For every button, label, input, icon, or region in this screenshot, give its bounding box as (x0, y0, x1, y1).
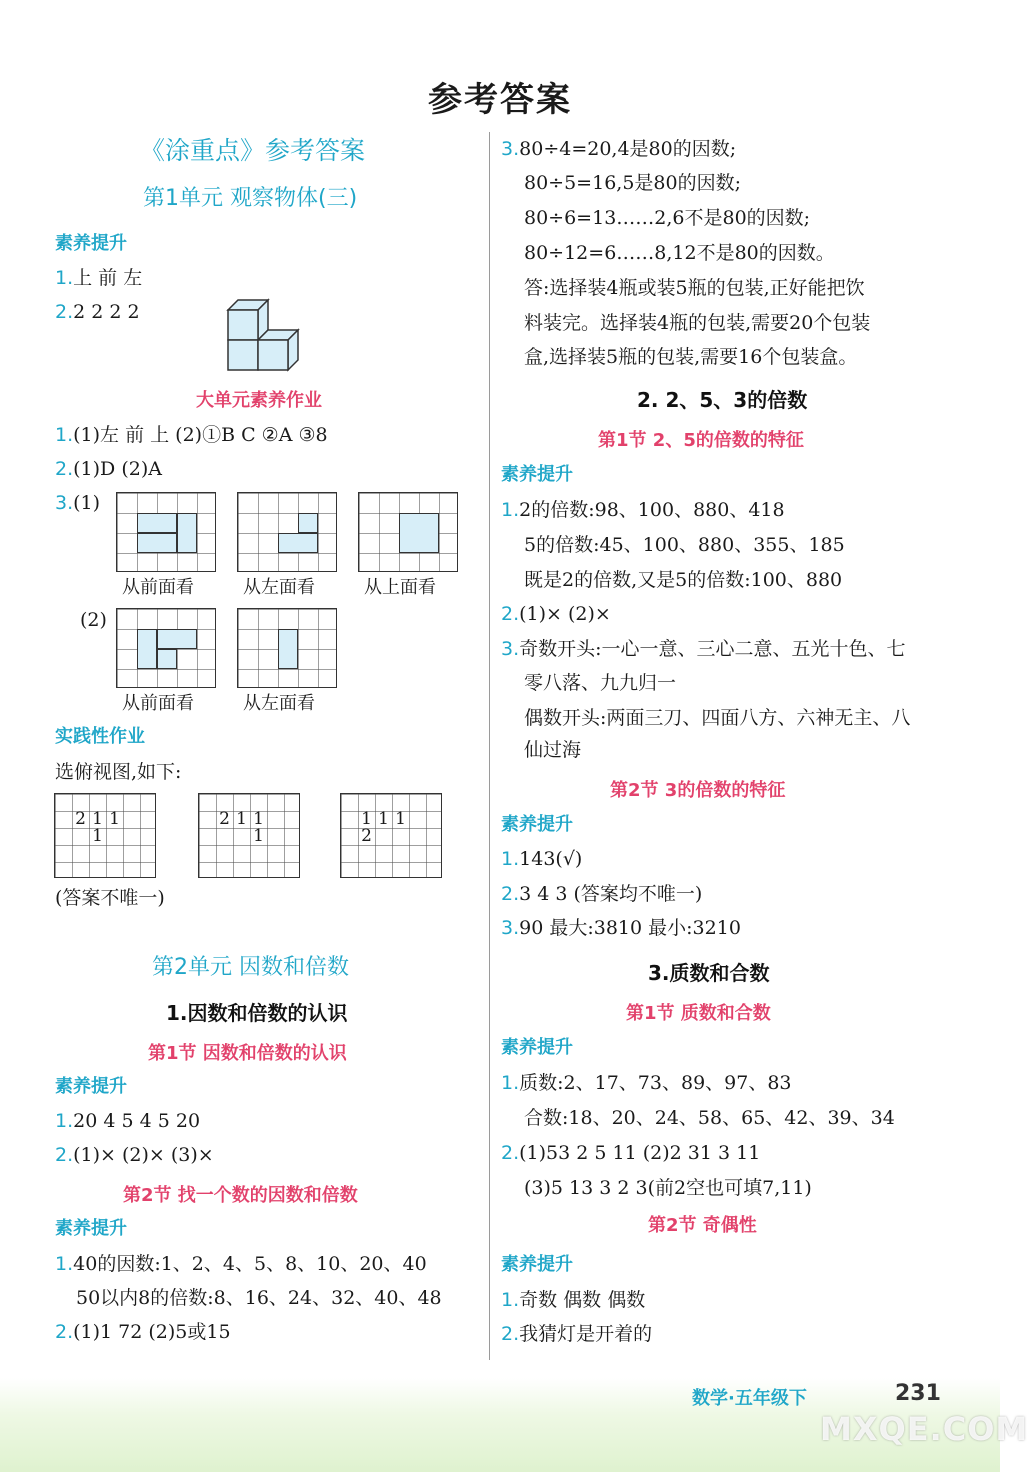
u1-hw-q2 (55, 457, 162, 481)
r-p1-q2 (501, 602, 611, 626)
grid-number: 1 (236, 809, 247, 829)
view-cell (278, 533, 318, 553)
r-q3-line4: 80÷12=6……8,12不是80的因数。 (524, 242, 835, 264)
view-grid-left-2 (237, 608, 337, 688)
r-p4-heading: 素养提升 (501, 1254, 573, 1275)
u2-p2-q1 (55, 1252, 427, 1276)
question-number: 2. (501, 603, 520, 625)
view-label-front-2: 从前面看 (122, 693, 194, 714)
answer-text: 90 最大:3810 最小:3210 (519, 917, 741, 939)
answer-text: 上 前 左 (73, 267, 143, 289)
r-p1-q1-line2: 5的倍数:45、100、880、355、185 (524, 534, 845, 556)
view-label-top: 从上面看 (364, 577, 436, 598)
question-number: 3. (501, 638, 520, 660)
view-cell (278, 629, 298, 669)
grid-number: 1 (378, 809, 389, 829)
r-p1-q1-line3: 既是2的倍数,又是5的倍数:100、880 (524, 569, 843, 591)
answer-text: 3 4 3 (答案均不唯一) (519, 883, 703, 905)
unit1-title: 第1单元 观察物体(三) (143, 186, 358, 211)
question-number: 3. (501, 917, 520, 939)
u2-section1-title: 1.因数和倍数的认识 (166, 1001, 348, 1025)
question-number: 2. (55, 1144, 74, 1166)
question-number: 3. (55, 492, 74, 514)
grid-number: 1 (395, 809, 406, 829)
u1-s1-q1 (55, 266, 142, 290)
r-p1-q3 (501, 637, 906, 661)
u2-p2-q2 (55, 1320, 231, 1344)
answer-text: (1)× (2)× (3)× (73, 1144, 214, 1166)
part-label: (1) (73, 492, 101, 514)
grid-number: 1 (109, 809, 120, 829)
view-label-front: 从前面看 (122, 577, 194, 598)
r-s3-part1-title: 第1节 质数和合数 (626, 1003, 771, 1024)
top-view-grid-2 (198, 793, 300, 878)
u2-p1-heading: 素养提升 (55, 1076, 127, 1097)
u2-p2-heading: 素养提升 (55, 1218, 127, 1239)
u2-p1-q2 (55, 1143, 214, 1167)
view-cell (177, 513, 197, 553)
r-q3-answer-3: 盒,选择装5瓶的包装,需要16个包装盒。 (524, 346, 858, 368)
question-number: 2. (55, 458, 74, 480)
view-cell (137, 533, 177, 553)
grid-number: 2 (361, 826, 372, 846)
r-q3-answer-2: 料装完。选择装4瓶的包装,需要20个包装 (524, 312, 871, 334)
view-grid-left-1 (237, 492, 337, 572)
answer-text: 40的因数:1、2、4、5、8、10、20、40 (73, 1253, 427, 1275)
u2-part2-title: 第2节 找一个数的因数和倍数 (123, 1185, 358, 1206)
r-q3-answer-1: 答:选择装4瓶或装5瓶的包装,正好能把饮 (524, 277, 865, 299)
u2-part1-title: 第1节 因数和倍数的认识 (148, 1043, 347, 1064)
view-label-left: 从左面看 (243, 577, 315, 598)
grid-number: 2 (219, 809, 230, 829)
footer-subject: 数学·五年级下 (692, 1388, 807, 1409)
u1-s1-heading: 素养提升 (55, 233, 127, 254)
u1-hw-q3-part2: (2) (80, 609, 107, 631)
answer-text: 20 4 5 4 5 20 (73, 1110, 201, 1132)
r-section2-title: 2. 2、5、3的倍数 (637, 388, 808, 412)
question-number: 2. (55, 301, 74, 323)
r-q3-line3: 80÷6=13……2,6不是80的因数; (524, 207, 811, 229)
view-grid-front-2 (116, 608, 216, 688)
question-number: 1. (55, 1110, 74, 1132)
top-view-grid-1 (54, 793, 156, 878)
answer-text: (1)左 前 上 (2)①B C ②A ③8 (73, 424, 328, 446)
view-label-left-2: 从左面看 (243, 693, 315, 714)
answer-text: 80÷4=20,4是80的因数; (519, 138, 737, 160)
answer-text: 2 2 2 2 (73, 301, 140, 323)
r-p3-q2 (501, 1141, 760, 1165)
question-number: 2. (501, 1323, 520, 1345)
watermark: MXQE.COM (820, 1410, 1028, 1448)
answer-text: (1)53 2 5 11 (2)2 31 3 11 (519, 1142, 761, 1164)
r-p3-heading: 素养提升 (501, 1037, 573, 1058)
cube-stack-svg (228, 298, 308, 374)
grid-number: 2 (75, 809, 86, 829)
r-p2-q1 (501, 847, 582, 871)
view-grid-front-1 (116, 492, 216, 572)
answer-text: (1)1 72 (2)5或15 (73, 1321, 231, 1343)
question-number: 1. (501, 848, 520, 870)
page-number: 231 (895, 1381, 941, 1406)
page-title: 参考答案 (428, 80, 572, 120)
grid-number: 1 (92, 809, 103, 829)
u2-p1-q1 (55, 1109, 200, 1133)
answer-text: 2的倍数:98、100、880、418 (519, 499, 785, 521)
question-number: 1. (55, 1253, 74, 1275)
answer-text: 奇数 偶数 偶数 (519, 1289, 646, 1311)
cube-stack-figure (228, 298, 308, 378)
r-p1-q3-line4: 仙过海 (524, 739, 582, 761)
view-cell (157, 629, 197, 649)
grid-number: 1 (253, 826, 264, 846)
u1-hw-q1 (55, 423, 328, 447)
r-s2-part1-title: 第1节 2、5的倍数的特征 (598, 430, 804, 451)
grid-number: 1 (361, 809, 372, 829)
r-s2-part2-title: 第2节 3的倍数的特征 (610, 780, 786, 801)
r-p2-q2 (501, 882, 702, 906)
answer-text: 我猜灯是开着的 (519, 1323, 653, 1345)
r-p1-q1 (501, 498, 785, 522)
column-divider (489, 132, 490, 1360)
u1-homework-title: 大单元素养作业 (196, 390, 322, 411)
view-cell (137, 513, 177, 533)
answer-text: 143(√) (519, 848, 583, 870)
question-number: 1. (501, 1289, 520, 1311)
r-q3 (501, 137, 736, 161)
r-section3-title: 3.质数和合数 (648, 961, 770, 985)
view-grid-top-1 (358, 492, 458, 572)
answer-text: (1)× (2)× (519, 603, 611, 625)
question-number: 1. (55, 267, 74, 289)
view-cell (137, 629, 157, 669)
u1-hw-q3 (55, 491, 100, 515)
view-cell (298, 513, 318, 533)
r-p3-q1 (501, 1071, 792, 1095)
r-p1-q3-line3: 偶数开头:两面三刀、四面八方、六神无主、八 (524, 707, 911, 729)
question-number: 2. (501, 1142, 520, 1164)
grid-number: 1 (253, 809, 264, 829)
u1-s1-q2 (55, 300, 140, 324)
answer-text: 质数:2、17、73、89、97、83 (519, 1072, 792, 1094)
r-p4-q1 (501, 1288, 645, 1312)
answer-text: 奇数开头:一心一意、三心二意、五光十色、七 (519, 638, 906, 660)
r-q3-line2: 80÷5=16,5是80的因数; (524, 172, 741, 194)
top-view-grid-3 (340, 793, 442, 878)
u2-p2-q1-line2: 50以内8的倍数:8、16、24、32、40、48 (76, 1287, 442, 1309)
question-number: 1. (501, 1072, 520, 1094)
r-p2-q3 (501, 916, 741, 940)
grid-number: 1 (92, 826, 103, 846)
question-number: 2. (55, 1321, 74, 1343)
unit2-title: 第2单元 因数和倍数 (152, 955, 349, 980)
practice-note: (答案不唯一) (55, 887, 165, 909)
question-number: 1. (55, 424, 74, 446)
view-cell (399, 513, 439, 553)
practice-intro: 选俯视图,如下: (55, 761, 182, 783)
answer-text: (1)D (2)A (73, 458, 162, 480)
r-p4-q2 (501, 1322, 652, 1346)
question-number: 1. (501, 499, 520, 521)
question-number: 2. (501, 883, 520, 905)
r-p3-q1-line2: 合数:18、20、24、58、65、42、39、34 (524, 1107, 895, 1129)
r-p1-heading: 素养提升 (501, 464, 573, 485)
r-s3-part2-title: 第2节 奇偶性 (648, 1215, 757, 1236)
r-p2-heading: 素养提升 (501, 814, 573, 835)
view-cell (157, 649, 177, 669)
answers-main-title: 《涂重点》参考答案 (140, 136, 366, 165)
r-p1-q3-line2: 零八落、九九归一 (524, 672, 677, 694)
question-number: 3. (501, 138, 520, 160)
practice-heading: 实践性作业 (55, 726, 145, 747)
r-p3-q2-line2: (3)5 13 3 2 3(前2空也可填7,11) (524, 1177, 812, 1199)
